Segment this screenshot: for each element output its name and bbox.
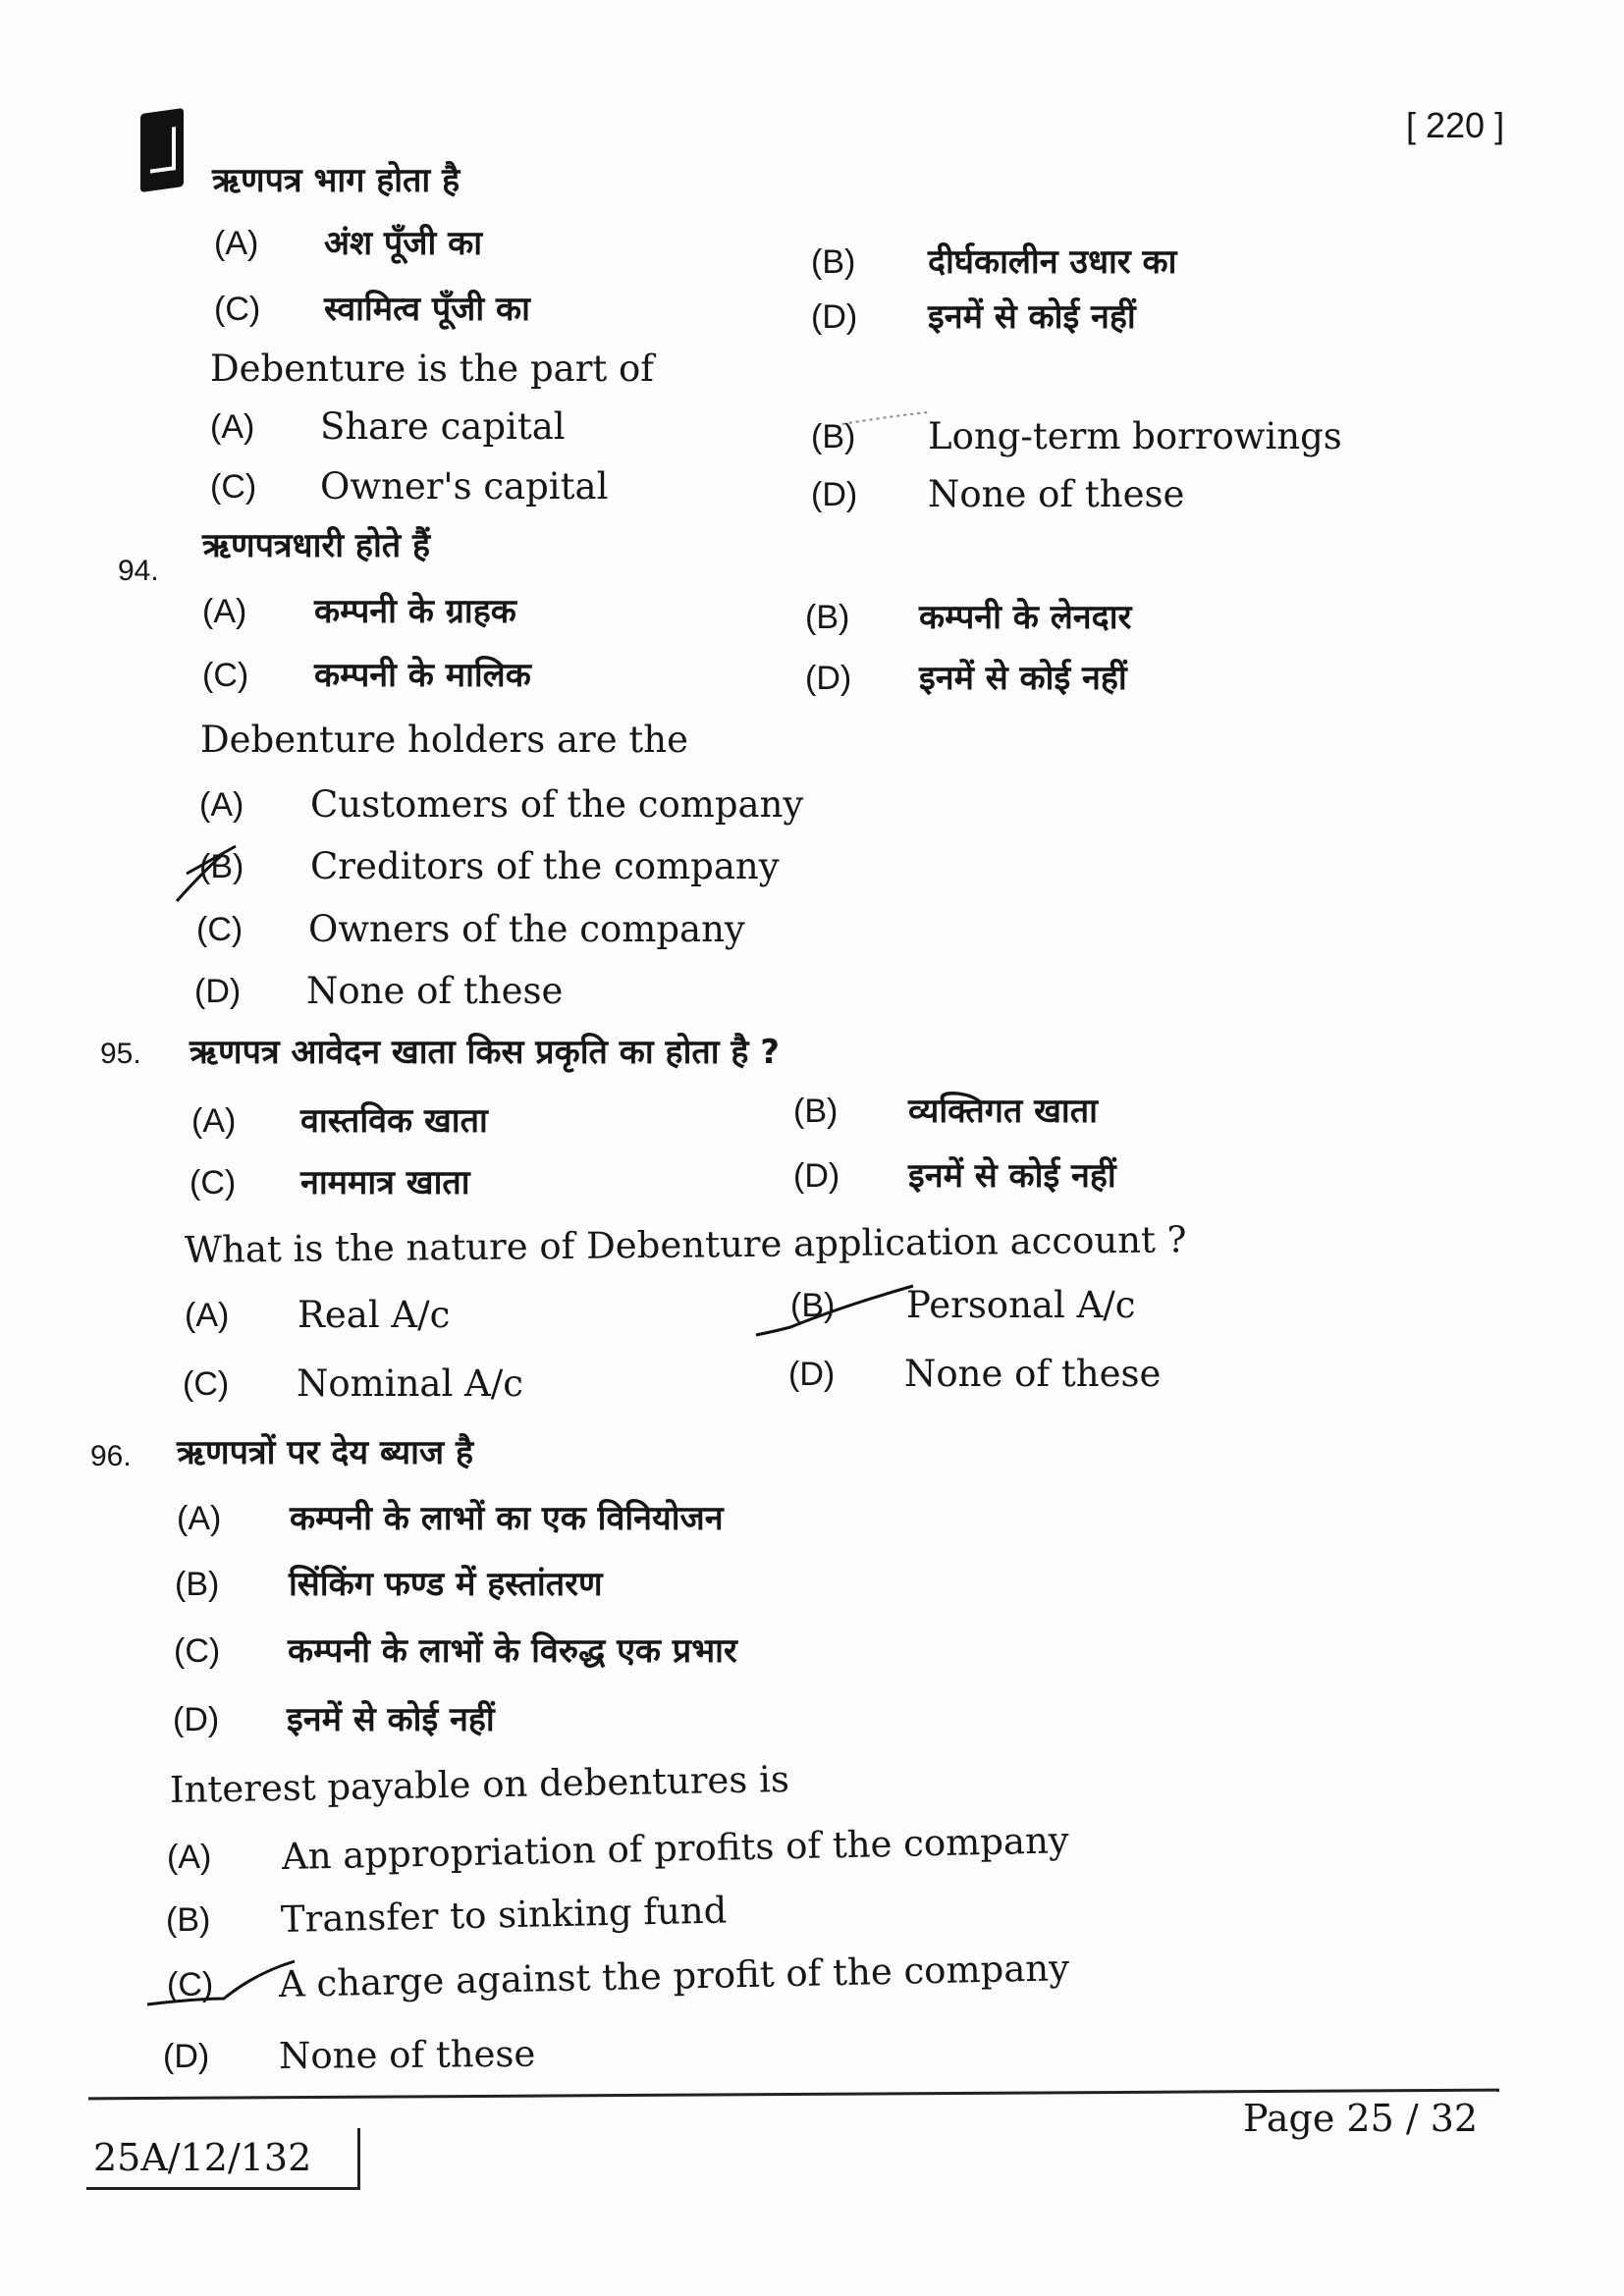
question-number: 96. xyxy=(90,1440,132,1472)
english-option-a: Customers of the company xyxy=(310,783,804,826)
hindi-question: ऋणपत्रधारी होते हैं xyxy=(202,526,431,565)
english-option-label-b: (B) xyxy=(166,1901,211,1939)
hindi-option-b: व्यक्तिगत खाता xyxy=(908,1092,1098,1131)
hindi-option-b: दीर्घकालीन उधार का xyxy=(928,242,1177,282)
hindi-option-label-b: (B) xyxy=(175,1566,220,1603)
english-option-b: Personal A/c xyxy=(906,1284,1136,1326)
english-option-label-a: (A) xyxy=(210,408,255,446)
english-option-label-d: (D) xyxy=(163,2038,210,2075)
hindi-option-label-a: (A) xyxy=(214,225,259,262)
hindi-option-label-b: (B) xyxy=(805,599,850,636)
hindi-option-d: इनमें से कोई नहीं xyxy=(928,297,1136,337)
english-option-label-b: (B) xyxy=(199,848,244,885)
hindi-option-d: इनमें से कोई नहीं xyxy=(908,1156,1116,1196)
english-option-label-a: (A) xyxy=(199,786,244,824)
english-option-a: An appropriation of profits of the company xyxy=(281,1819,1070,1878)
hindi-option-c: कम्पनी के लाभों के विरुद्ध एक प्रभार xyxy=(288,1631,737,1671)
hindi-option-label-c: (C) xyxy=(202,657,249,694)
hindi-option-label-c: (C) xyxy=(214,291,261,328)
english-option-d: None of these xyxy=(278,2032,536,2077)
english-option-label-c: (C) xyxy=(167,1966,214,2003)
english-option-label-b: (B) xyxy=(790,1287,836,1324)
hindi-option-a: वास्तविक खाता xyxy=(300,1101,488,1141)
english-option-label-a: (A) xyxy=(167,1839,212,1876)
hindi-option-label-b: (B) xyxy=(811,243,856,281)
english-question: Debenture is the part of xyxy=(210,347,654,390)
hindi-option-label-d: (D) xyxy=(811,298,858,336)
english-option-d: None of these xyxy=(904,1353,1162,1395)
english-option-a: Real A/c xyxy=(298,1294,451,1336)
hindi-question: ऋणपत्र आवेदन खाता किस प्रकृति का होता है ? xyxy=(189,1033,781,1072)
hindi-option-label-a: (A) xyxy=(177,1500,222,1537)
paper-code: [ 220 ] xyxy=(1406,105,1505,145)
hindi-option-label-d: (D) xyxy=(793,1157,840,1195)
english-option-label-c: (C) xyxy=(183,1365,230,1403)
english-option-b: Creditors of the company xyxy=(310,845,780,887)
hindi-question: ऋणपत्र भाग होता है xyxy=(212,161,460,200)
english-option-label-d: (D) xyxy=(788,1356,836,1393)
english-option-a: Share capital xyxy=(320,405,566,448)
english-question: Interest payable on debentures is xyxy=(169,1757,790,1811)
english-option-c: Owner's capital xyxy=(320,465,609,507)
hindi-question: ऋणपत्रों पर देय ब्याज है xyxy=(177,1433,474,1472)
hindi-option-label-c: (C) xyxy=(174,1632,221,1670)
hindi-option-c: नाममात्र खाता xyxy=(300,1163,470,1202)
hindi-option-d: इनमें से कोई नहीं xyxy=(919,659,1127,698)
hindi-option-label-a: (A) xyxy=(191,1102,237,1140)
hindi-option-c: स्वामित्व पूँजी का xyxy=(324,290,530,329)
paper-serial-code: 25A/12/132 xyxy=(93,2136,312,2179)
question-number: 95. xyxy=(100,1038,141,1070)
english-question: Debenture holders are the xyxy=(200,719,688,761)
english-option-b: Long-term borrowings xyxy=(928,415,1342,457)
hindi-option-d: इनमें से कोई नहीं xyxy=(287,1700,495,1739)
english-option-c: Nominal A/c xyxy=(297,1362,523,1405)
english-option-c: A charge against the profit of the company xyxy=(278,1947,1070,2005)
english-option-label-b: (B) xyxy=(811,418,856,455)
hindi-option-c: कम्पनी के मालिक xyxy=(314,656,531,695)
english-option-b: Transfer to sinking fund xyxy=(280,1889,728,1941)
hindi-option-b: सिंकिंग फण्ड में हस्तांतरण xyxy=(289,1565,603,1604)
hindi-option-label-c: (C) xyxy=(189,1164,237,1201)
english-option-label-a: (A) xyxy=(185,1297,230,1334)
english-option-label-d: (D) xyxy=(194,973,242,1010)
hindi-option-label-d: (D) xyxy=(173,1701,220,1738)
hindi-option-label-a: (A) xyxy=(202,593,247,630)
english-option-c: Owners of the company xyxy=(308,908,745,950)
question-number: 94. xyxy=(118,555,159,587)
page-number: Page 25 / 32 xyxy=(1243,2097,1479,2140)
hindi-option-b: कम्पनी के लेनदार xyxy=(919,598,1132,637)
english-option-d: None of these xyxy=(306,970,564,1012)
english-option-d: None of these xyxy=(928,473,1185,515)
hindi-option-a: अंश पूँजी का xyxy=(324,224,483,263)
english-option-label-d: (D) xyxy=(811,476,858,513)
hindi-option-label-b: (B) xyxy=(793,1093,839,1130)
hindi-option-label-d: (D) xyxy=(805,660,852,697)
hindi-option-a: कम्पनी के ग्राहक xyxy=(314,592,516,631)
english-option-label-c: (C) xyxy=(196,911,244,948)
english-question: What is the nature of Debenture application account ? xyxy=(184,1218,1187,1271)
english-option-label-c: (C) xyxy=(210,468,257,506)
hindi-option-a: कम्पनी के लाभों का एक विनियोजन xyxy=(290,1499,724,1538)
